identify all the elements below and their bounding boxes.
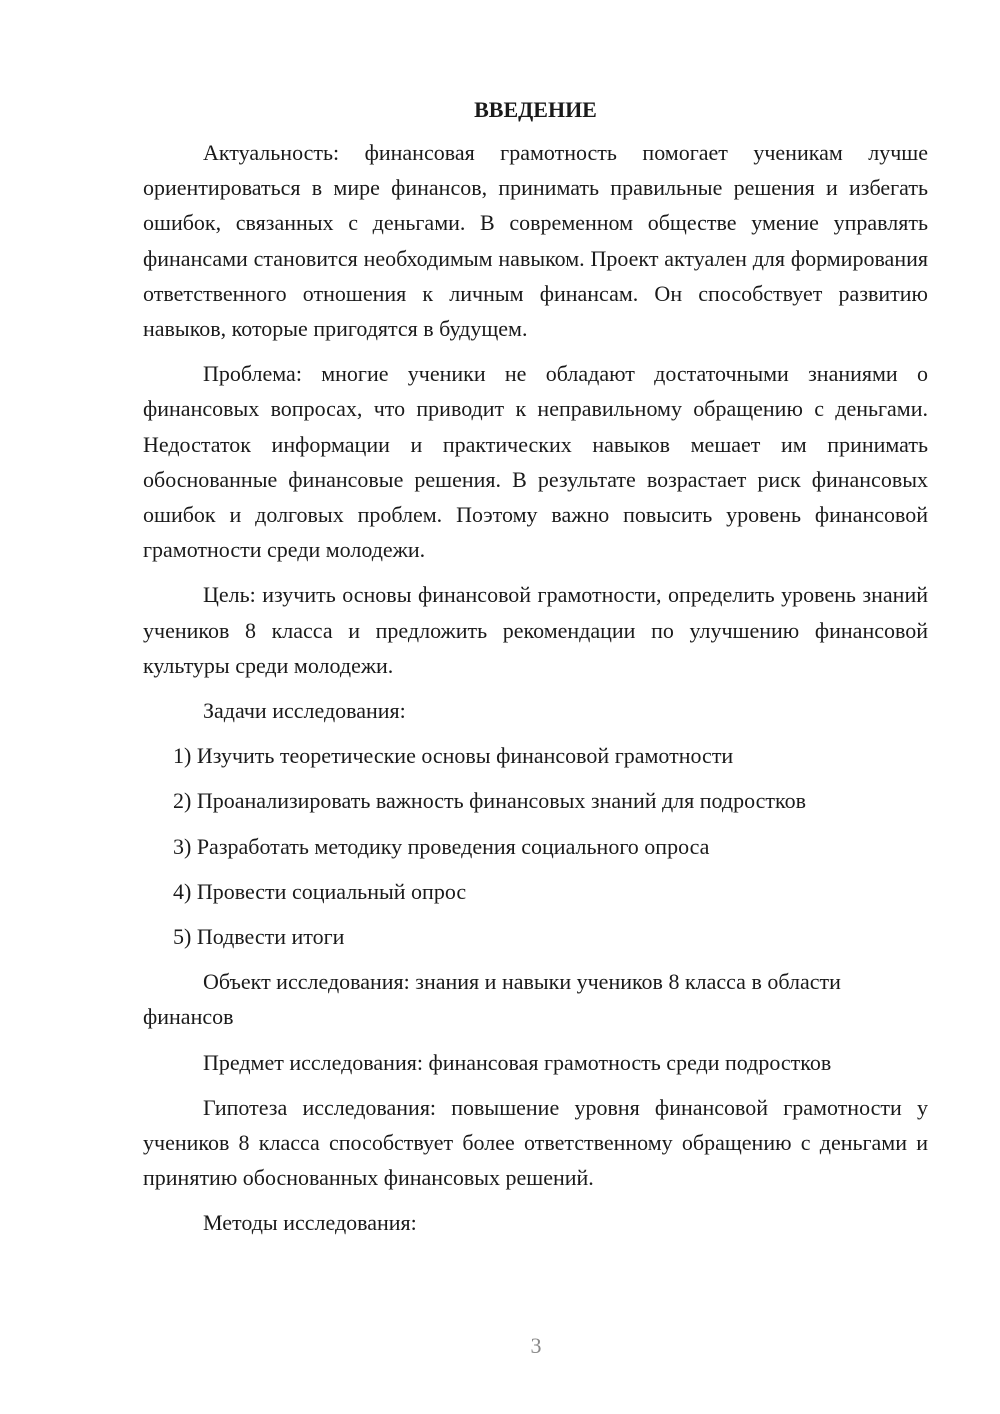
tasks-list [143,738,928,954]
list-item: 4) Провести социальный опрос [173,878,467,904]
subject-paragraph: Предмет исследования: финансовая грамотность среди подростков [203,1049,832,1075]
tasks-title: Задачи исследования: [203,698,406,724]
page-content [143,95,928,1251]
page-number: 3 [530,1333,542,1358]
list-item: 3) Разработать методику проведения социального опроса [173,833,710,859]
relevance-paragraph: Актуальность: финансовая грамотность помогает ученикам лучше ориентироваться в мире финансов, принимать правильные решения и избегать ошибок, связанных с деньгами. В современном обществе умение управлять финансами становится необходимым навыком. Проект актуален для формирования ответственного отношения к личным финансам. Он способствует развитию навыков, которые пригодятся в будущем. [143,140,928,342]
goal-paragraph: Цель: изучить основы финансовой грамотности, определить уровень знаний учеников 8 класса и предложить рекомендации по улучшению финансовой культуры среди молодежи. [143,582,928,678]
list-item: 5) Подвести итоги [173,924,345,950]
list-item: 1) Изучить теоретические основы финансовой грамотности [173,743,734,769]
methods-title: Методы исследования: [203,1210,417,1236]
problem-paragraph: Проблема: многие ученики не обладают достаточными знаниями о финансовых вопросах, что приводит к неправильному обращению с деньгами. Недостаток информации и практических навыков мешает им принимать обоснованные финансовые решения. В результате возрастает риск финансовых ошибок и долговых проблем. Поэтому важно повысить уровень финансовой грамотности среди молодежи. [143,361,928,563]
list-item: 2) Проанализировать важность финансовых знаний для подростков [173,788,806,814]
object-paragraph: Объект исследования: знания и навыки учеников 8 класса в области финансов [143,969,841,1030]
hypothesis-paragraph: Гипотеза исследования: повышение уровня финансовой грамотности у учеников 8 класса способствует более ответственному обращению с деньгами и принятию обоснованных финансовых решений. [143,1094,928,1191]
section-heading: ВВЕДЕНИЕ [474,97,597,122]
